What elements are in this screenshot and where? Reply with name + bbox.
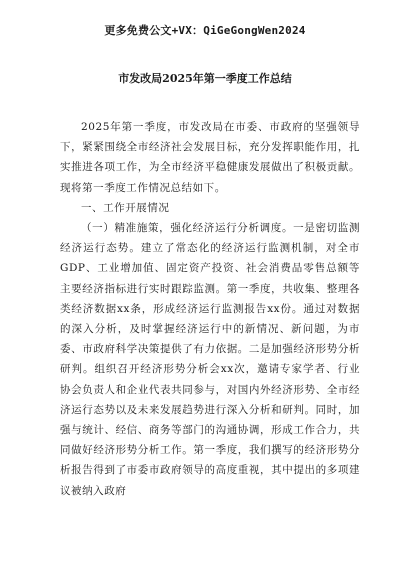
document-body [60, 117, 360, 501]
intro-paragraph: 2025年第一季度，市发改局在市委、市政府的坚强领导下，紧紧围绕全市经济社会发展目标，充分发挥职能作用，扎实推进各项工作，为全市经济平稳健康发展做出了积极贡献。现将第一季度工作情况总结如下。 [60, 121, 360, 194]
body-paragraph: （一）精准施策，强化经济运行分析调度。一是密切监测经济运行态势。建立了常态化的经济运行监测机制，对全市GDP、工业增加值、固定资产投资、社会消费品零售总额等主要经济指标进行实时跟踪监测。第一季度，共收集、整理各类经济数据xx条，形成经济运行监测报告xx份。通过对数据的深入分析，及时掌握经济运行中的新情况、新问题，为市委、市政府科学决策提供了有力依据。二是加强经济形势分析研判。组织召开经济形势分析会xx次，邀请专家学者、行业协会负责人和企业代表共同参与，对国内外经济形势、全市经济运行态势以及未来发展趋势进行深入分析和研判。同时，加强与统计、经信、商务等部门的沟通协调，形成工作合力，共同做好经济形势分析工作。第一季度，我们撰写的经济形势分析报告得到了市委市政府领导的高度重视，其中提出的多项建议被纳入政府 [60, 222, 360, 497]
section-heading: 一、工作开展情况 [81, 201, 170, 214]
document-title: 市发改局2025年第一季度工作总结 [118, 72, 292, 85]
promo-banner: 更多免费公文+VX：QiGeGongWen2024 [104, 24, 306, 37]
